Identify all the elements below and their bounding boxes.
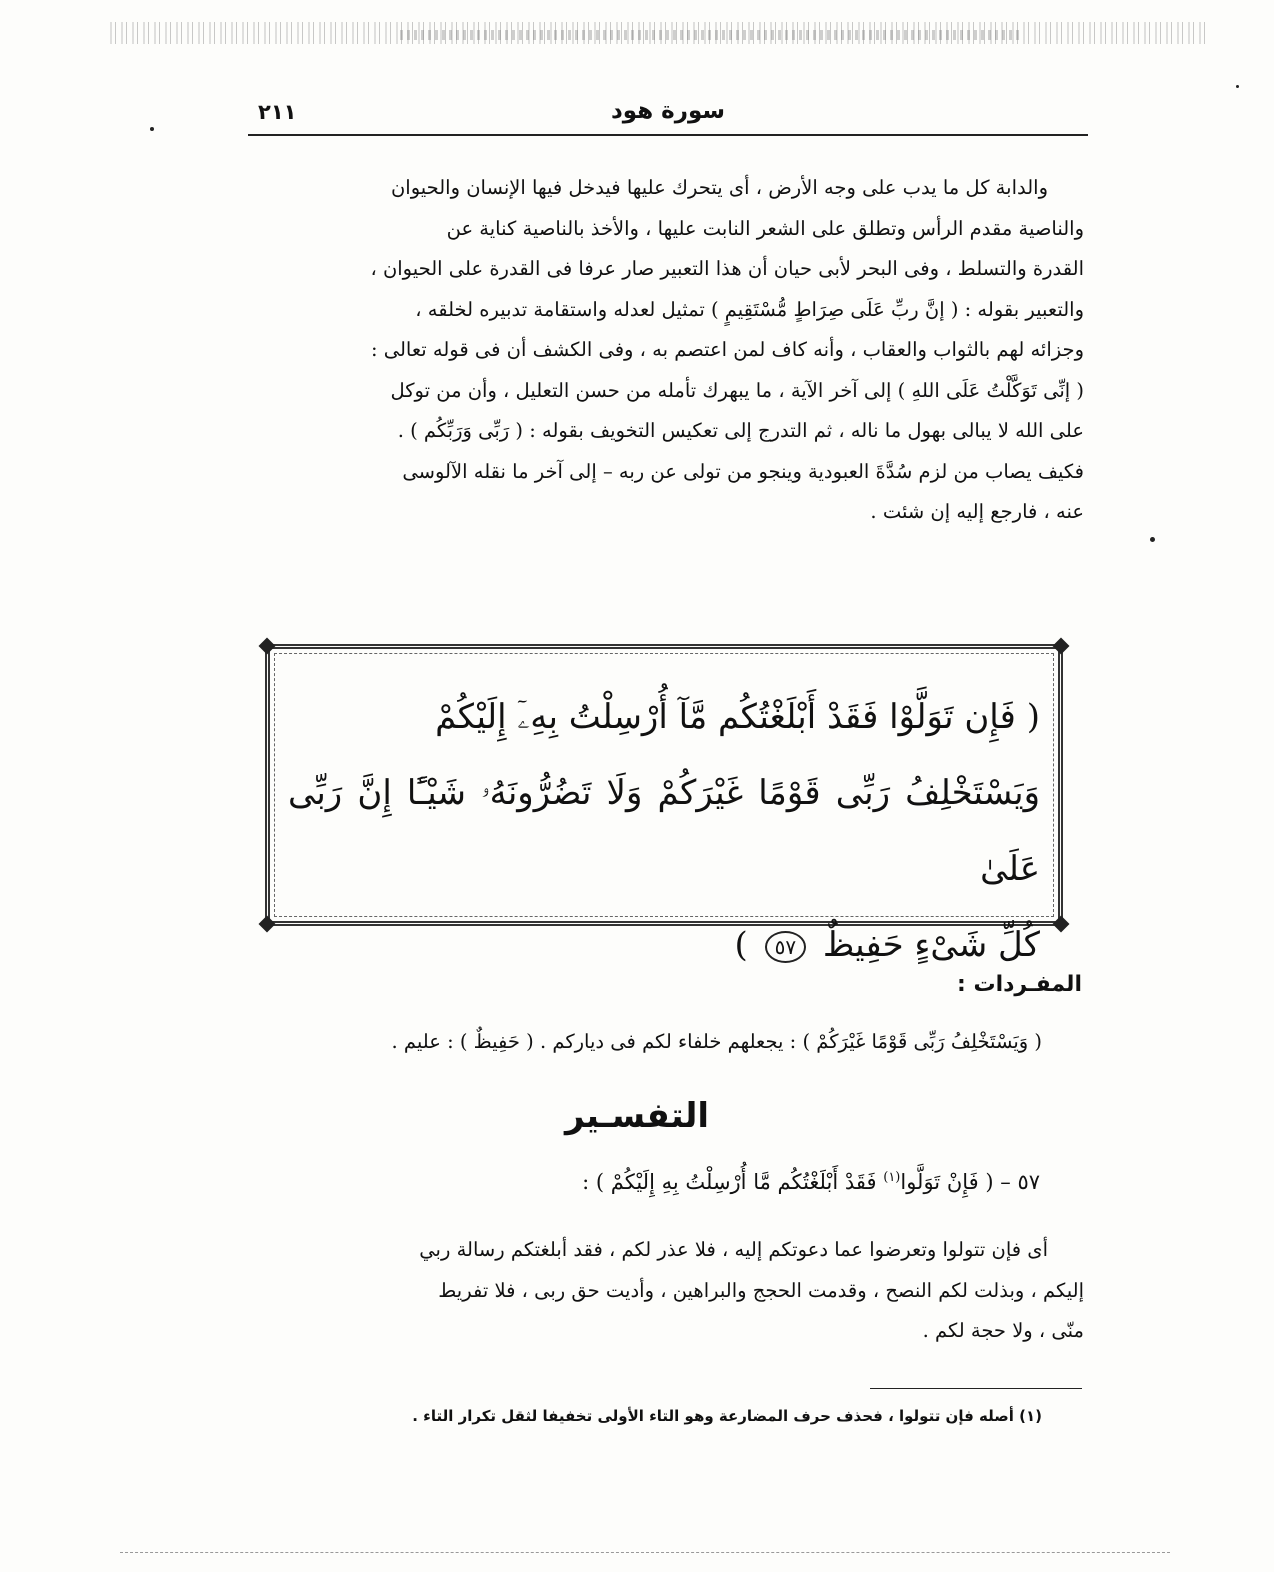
scan-speck	[1150, 537, 1155, 542]
scan-edge-noise	[400, 30, 1020, 40]
verse-closing-bracket: )	[734, 925, 748, 965]
text-line: عنه ، فارجع إليه إن شئت .	[870, 500, 1084, 523]
text-line: وجزائه لهم بالثواب والعقاب ، وأنه كاف لمن اعتصم به ، وفى الكشف أن فى قوله تعالى :	[370, 338, 1084, 361]
vocabulary-heading: المفـردات :	[957, 972, 1082, 997]
corner-ornament	[259, 638, 276, 655]
tafsir-verse-reference	[460, 1158, 1040, 1202]
verse-ref-number: ٥٧ –	[1000, 1170, 1040, 1194]
scan-bottom-edge	[120, 1552, 1170, 1553]
corner-ornament	[259, 916, 276, 933]
ayah-number-marker: ٥٧	[765, 931, 806, 963]
text-line: فكيف يصاب من لزم سُدَّةَ العبودية وينجو من تولى عن ربه – إلى آخر ما نقله الآلوسى	[402, 459, 1084, 483]
tafsir-paragraph	[258, 1230, 1084, 1352]
scan-speck	[150, 127, 154, 131]
corner-ornament	[1053, 916, 1070, 933]
verse-ref-text: ( فَإِنْ تَوَلَّوا	[900, 1170, 994, 1194]
footnote-marker: (١)	[883, 1170, 901, 1185]
corner-ornament	[1053, 638, 1070, 655]
text-line: والدابة كل ما يدب على وجه الأرض ، أى يتحرك عليها فيدخل فيها الإنسان والحيوان	[390, 176, 1048, 199]
verse-text	[288, 679, 1040, 983]
tafsir-heading: التفسـير	[564, 1096, 710, 1136]
footnote: (١) أصله فإن تتولوا ، فحذف حرف المضارعة وهو التاء الأولى تخفيفا لثقل تكرار التاء .	[412, 1407, 1042, 1425]
text-line: على الله لا يبالى بهول ما ناله ، ثم التدرج إلى تعكيس التخويف بقوله : ( رَبِّى وَرَبِّكُم ) .	[397, 419, 1084, 442]
vocabulary-line: ( وَيَسْتَخْلِفُ رَبِّى قَوْمًا غَيْرَكُمْ ) : يجعلهم خلفاء لكم فى ديارکم . ( حَفِيظٌ ) : عليم .	[391, 1030, 1042, 1053]
text-line: القدرة والتسلط ، وفى البحر لأبى حيان أن هذا التعبير صار عرفا فى القدرة على الحيوان ،	[370, 257, 1084, 280]
verse-ref-text: فَقَدْ أَبْلَغْتُكُم مَّا أُرْسِلْتُ بِهِ إِلَيْكُمْ ) :	[582, 1170, 877, 1194]
text-line: إليكم ، وبذلت لكم النصح ، وقدمت الحجج والبراهين ، وأديت حق ربى ، فلا تفريط	[438, 1278, 1084, 1302]
verse-line: ( فَإِن تَوَلَّوْا فَقَدْ أَبْلَغْتُكُم مَّآ أُرْسِلْتُ بِهِۦٓ إِلَيْكُمْ	[435, 697, 1040, 737]
text-line: منّى ، ولا حجة لكم .	[922, 1319, 1084, 1342]
text-line: والناصية مقدم الرأس وتطلق على الشعر النابت عليها ، والأخذ بالناصية كناية عن	[446, 216, 1084, 240]
body-paragraph	[258, 168, 1084, 533]
verse-line: وَيَسْتَخْلِفُ رَبِّى قَوْمًا غَيْرَكُمْ وَلَا تَضُرُّونَهُۥ شَيْـًٔا إِنَّ رَبِّى عَلَىٰ	[288, 773, 1040, 889]
verse-line-text: كُلِّ شَىْءٍ حَفِيظٌ	[822, 925, 1040, 965]
running-title: سورة هود	[610, 98, 726, 124]
page-number: ٢١١	[258, 100, 297, 124]
scan-speck	[1236, 85, 1239, 88]
verse-box	[265, 644, 1063, 965]
text-line: أى فإن تتولوا وتعرضوا عما دعوتكم إليه ، فلا عذر لكم ، فقد أبلغتكم رسالة ربي	[419, 1238, 1048, 1261]
text-line: ( إنِّى تَوَكَّلْتُ عَلَى اللهِ ) إلى آخر الآية ، ما يبهرك تأمله من حسن التعليل ، وأن من توكل	[390, 378, 1084, 402]
page-header	[248, 98, 1088, 136]
text-line: والتعبير بقوله : ( إنَّ ربِّ عَلَى صِرَاطٍ مُّسْتَقِيمٍ ) تمثيل لعدله واستقامة تدبيره لخلقه ،	[415, 297, 1084, 321]
footnote-divider	[870, 1388, 1082, 1389]
